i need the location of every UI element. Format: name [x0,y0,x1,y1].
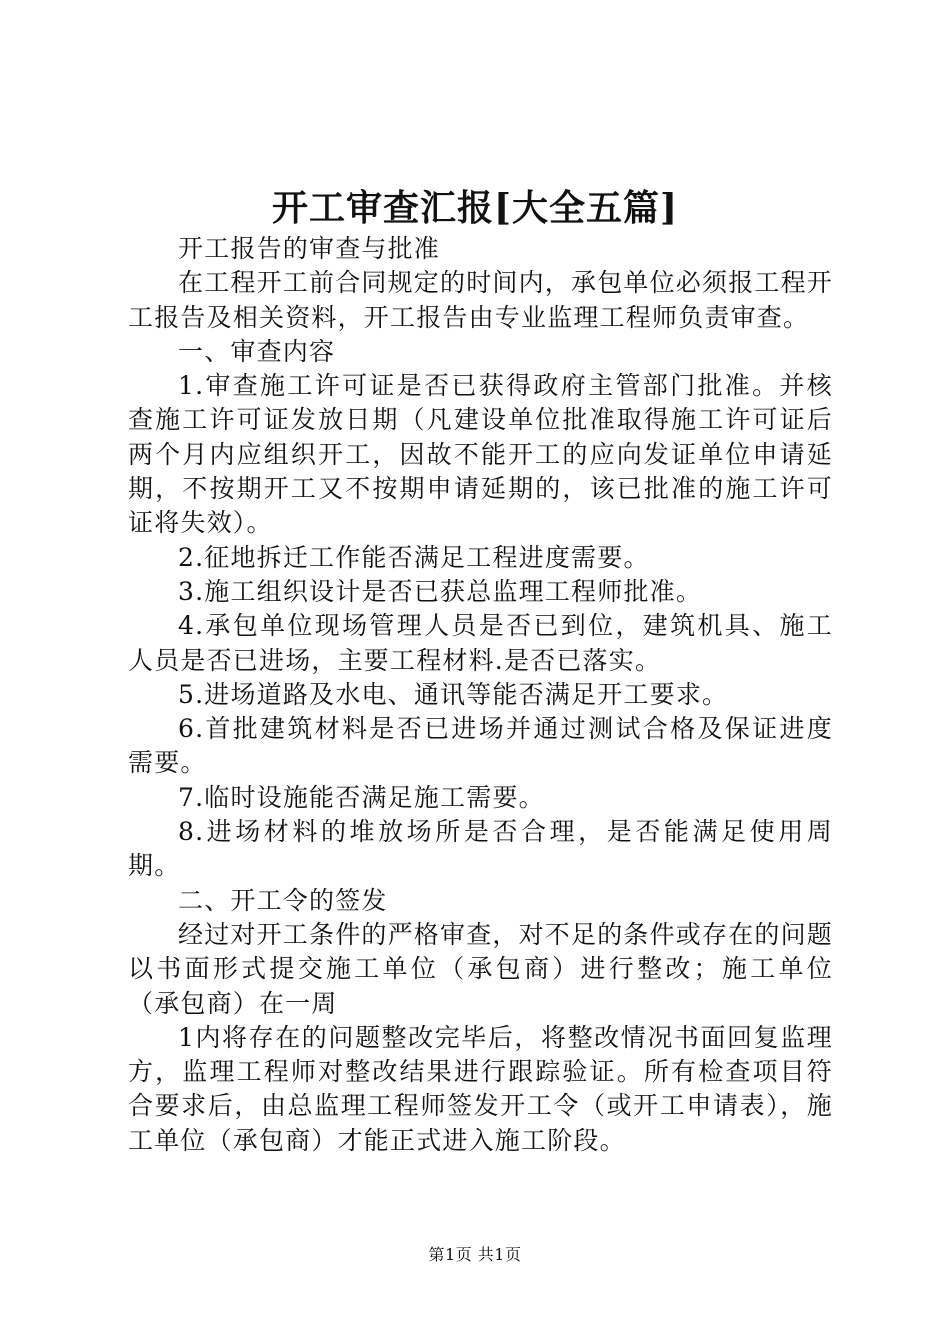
document-title: 开工审查汇报[大全五篇] [271,187,679,229]
paragraph-heading: 开工报告的审查与批准 [178,234,441,263]
section-heading-review-content: 一、审查内容 [178,336,336,366]
list-item: 6.首批建筑材料是否已进场并通过测试合格及保证进度需要。 [128,714,833,778]
page-footer: 第1页 共1页 [428,1245,522,1264]
paragraph: 经过对开工条件的严格审查，对不足的条件或存在的问题以书面形式提交施工单位（承包商）进行整改；施工单位（承包商）在一周 [128,919,834,1018]
paragraph-intro: 在工程开工前合同规定的时间内，承包单位必须报工程开工报告及相关资料，开工报告由专业监理工程师负责审查。 [128,268,834,332]
list-item: 1.审查施工许可证是否已获得政府主管部门批准。并核查施工许可证发放日期（凡建设单位批准取得施工许可证后两个月内应组织开工，因故不能开工的应向发证单位申请延期，不按期开工又不按期申请延期的，该已批准的施工许可证将失效）。 [128,371,833,538]
paragraph: 1内将存在的问题整改完毕后，将整改情况书面回复监理方，监理工程师对整改结果进行跟踪验证。所有检查项目符合要求后，由总监理工程师签发开工令（或开工申请表），施工单位（承包商）才能正式进入施工阶段。 [128,1022,833,1155]
list-item: 3.施工组织设计是否已获总监理工程师批准。 [178,576,703,606]
list-item: 4.承包单位现场管理人员是否已到位，建筑机具、施工人员是否已进场，主要工程材料.是否已落实。 [128,611,833,675]
list-item: 2.征地拆迁工作能否满足工程进度需要。 [178,542,650,572]
list-item: 7.临时设施能否满足施工需要。 [178,782,545,812]
list-item: 5.进场道路及水电、通讯等能否满足开工要求。 [178,679,729,709]
list-item: 8.进场材料的堆放场所是否合理，是否能满足使用周期。 [128,817,833,881]
document-body [128,232,833,1158]
section-heading-start-order: 二、开工令的签发 [178,885,388,915]
